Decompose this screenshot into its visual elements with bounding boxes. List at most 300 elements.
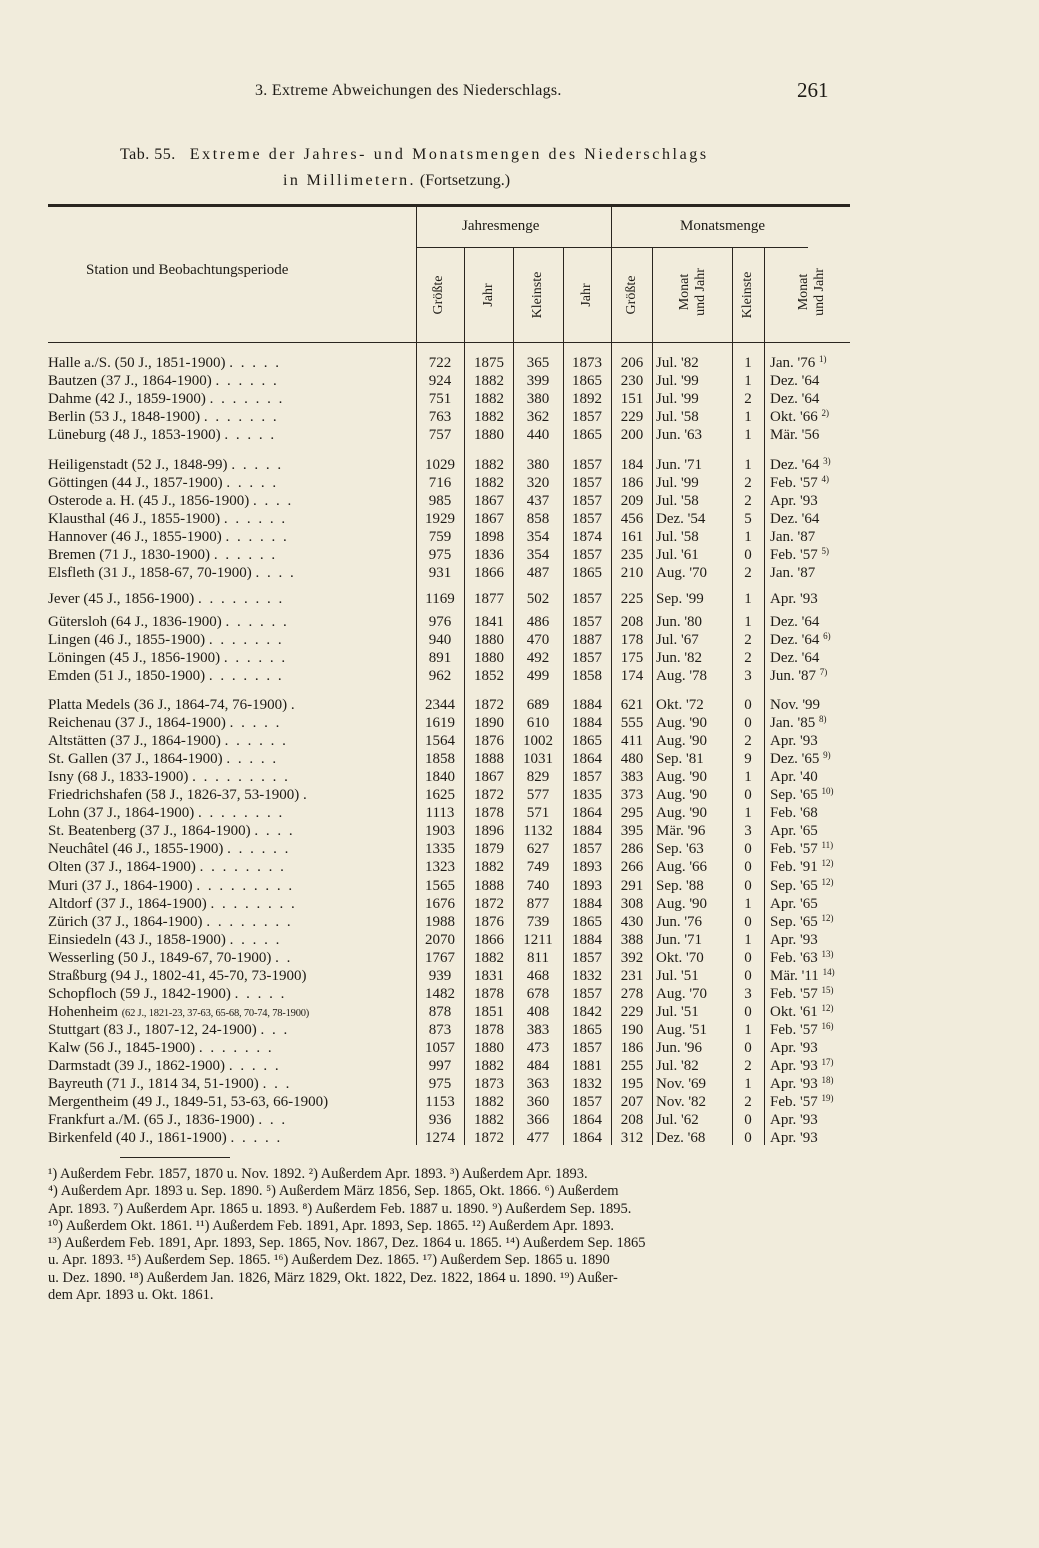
table-row <box>0 967 1039 985</box>
month-max-date: Aug. '90 <box>656 769 708 786</box>
month-min-date-cell <box>770 546 850 564</box>
year-min-value: 877 <box>526 895 550 912</box>
year-max-value: 1903 <box>425 823 455 840</box>
year-max-year: 1898 <box>474 529 504 546</box>
table-row <box>0 1111 1039 1129</box>
year-min-value: 354 <box>526 547 550 564</box>
station-cell <box>48 895 414 913</box>
month-min-date-cell <box>770 967 850 985</box>
table-top-rule <box>48 204 850 207</box>
year-max-value: 924 <box>428 373 452 390</box>
station-cell <box>48 1093 414 1111</box>
year-max-value: 1929 <box>425 511 455 528</box>
station-cell <box>48 1003 414 1023</box>
month-min-value: 1 <box>744 1021 752 1038</box>
year-min-value: 380 <box>526 391 550 408</box>
month-min-date: Okt. '66 <box>770 409 818 426</box>
table-row <box>0 877 1039 895</box>
footnote-line: Apr. 1893. ⁷) Außerdem Apr. 1865 u. 1893. ⁸) Außerdem Feb. 1887 u. 1890. ⁹) Außerdem Sep. 1895. <box>48 1200 632 1217</box>
year-min-year: 1857 <box>572 409 602 426</box>
month-max-value: 291 <box>620 877 644 894</box>
table-row <box>0 822 1039 840</box>
year-max-value: 1323 <box>425 859 455 876</box>
station-cell <box>48 408 414 426</box>
month-min-value: 3 <box>744 985 752 1002</box>
year-min-value: 492 <box>526 650 550 667</box>
footnote-ref: 17) <box>821 1057 834 1067</box>
year-min-value: 363 <box>526 1076 550 1093</box>
month-max-date: Jun. '96 <box>656 1039 703 1056</box>
leader-dots: . . . . . . . <box>208 632 284 649</box>
year-max-year: 1882 <box>474 373 504 390</box>
station-name: Löningen (45 J., 1856-1900) <box>48 650 221 667</box>
leader-dots: . . . . . <box>226 751 279 768</box>
year-max-year: 1831 <box>474 967 504 984</box>
year-max-value: 976 <box>428 614 452 630</box>
month-min-date-cell <box>770 372 850 390</box>
month-min-date-cell <box>770 390 850 408</box>
table-row <box>0 732 1039 750</box>
leader-dots: . . . <box>262 1076 292 1093</box>
month-max-value: 175 <box>620 650 644 667</box>
leader-dots: . . . . . . <box>223 511 288 528</box>
year-max-year: 1880 <box>474 632 504 649</box>
year-max-value: 757 <box>428 427 452 444</box>
month-max-date: Mär. '96 <box>656 823 706 840</box>
month-min-date: Jan. '76 <box>770 355 816 371</box>
month-min-date-cell <box>770 1129 850 1147</box>
header-year-min: Kleinste <box>530 271 545 319</box>
month-min-value: 0 <box>744 697 752 713</box>
running-head <box>0 78 1039 112</box>
year-min-year: 1857 <box>572 591 602 607</box>
month-min-date: Apr. '93 <box>770 493 818 510</box>
year-min-year: 1893 <box>572 877 602 894</box>
month-min-value: 2 <box>744 391 752 408</box>
station-cell <box>48 667 414 685</box>
month-min-date-cell <box>770 840 850 858</box>
leader-dots: . . . . . . <box>215 373 279 390</box>
year-max-value: 931 <box>428 565 452 582</box>
month-min-value: 2 <box>744 632 752 649</box>
leader-dots: . . <box>275 949 293 966</box>
month-max-value: 383 <box>620 769 644 786</box>
month-max-date: Aug. '78 <box>656 668 708 685</box>
year-max-value: 763 <box>428 409 452 426</box>
year-max-year: 1896 <box>474 823 504 840</box>
footnote-ref: 10) <box>821 786 834 797</box>
year-max-year: 1876 <box>474 913 504 930</box>
year-max-year: 1851 <box>474 1003 504 1020</box>
year-min-value: 354 <box>526 529 550 546</box>
month-min-date: Apr. '40 <box>770 769 818 786</box>
year-max-value: 891 <box>428 650 452 667</box>
month-min-date: Dez. '64 <box>770 511 820 528</box>
leader-dots: . <box>290 697 297 713</box>
month-max-date: Nov. '82 <box>656 1094 707 1111</box>
month-max-date: Sep. '63 <box>656 841 704 858</box>
station-name: Zürich (37 J., 1864-1900) <box>48 913 203 930</box>
year-max-year: 1877 <box>474 591 504 607</box>
year-min-value: 437 <box>526 493 550 510</box>
month-max-date: Jul. '62 <box>656 1112 699 1129</box>
month-min-date-cell <box>770 1057 850 1075</box>
station-cell <box>48 1039 414 1057</box>
month-max-value: 456 <box>620 511 644 528</box>
month-max-value: 229 <box>620 409 644 426</box>
station-cell <box>48 714 414 732</box>
month-max-value: 411 <box>621 733 643 750</box>
month-min-date: Feb. '57 <box>770 1021 818 1038</box>
month-min-value: 0 <box>744 1112 752 1129</box>
month-max-value: 184 <box>620 457 644 473</box>
year-min-year: 1864 <box>572 751 602 768</box>
year-min-year: 1832 <box>572 1076 602 1093</box>
station-cell <box>48 1021 414 1039</box>
month-max-date: Dez. '68 <box>656 1130 706 1147</box>
year-min-value: 484 <box>526 1058 550 1074</box>
table-row <box>0 949 1039 967</box>
year-max-year: 1878 <box>474 985 504 1002</box>
leader-dots: . . . . . . <box>225 529 289 546</box>
station-name: Bautzen (37 J., 1864-1900) <box>48 373 212 390</box>
month-max-value: 312 <box>620 1130 644 1147</box>
station-cell <box>48 786 414 804</box>
month-min-date-cell <box>770 895 850 913</box>
station-name: Straßburg (94 J., 1802-41, 45-70, 73-1900) <box>48 967 307 984</box>
month-max-value: 392 <box>620 949 644 966</box>
year-min-year: 1865 <box>572 913 602 930</box>
year-max-value: 1169 <box>425 591 455 607</box>
table-row <box>0 408 1039 426</box>
caption-title: Extreme der Jahres- und Monatsmengen des Niederschlags <box>189 146 709 163</box>
month-max-date: Jun. '63 <box>656 427 703 444</box>
month-min-value: 1 <box>744 355 752 371</box>
footnote-ref: 7) <box>819 667 828 678</box>
month-min-date-cell <box>770 732 850 750</box>
station-name: Elsfleth (31 J., 1858-67, 70-1900) <box>48 565 252 582</box>
leader-dots: . . . . . . . <box>209 391 285 408</box>
year-max-year: 1882 <box>474 391 504 408</box>
month-max-value: 195 <box>620 1076 644 1093</box>
year-max-year: 1872 <box>474 787 504 804</box>
year-min-value: 468 <box>526 967 550 984</box>
year-max-value: 1858 <box>425 751 455 768</box>
year-min-value: 829 <box>526 769 550 786</box>
table-row <box>0 895 1039 913</box>
year-min-value: 470 <box>526 632 550 649</box>
year-min-value: 689 <box>526 697 550 713</box>
station-name: St. Beatenberg (37 J., 1864-1900) <box>48 823 251 840</box>
month-min-date: Apr. '65 <box>770 895 818 912</box>
year-max-value: 716 <box>428 475 452 492</box>
month-min-date: Dez. '64 <box>770 650 820 667</box>
month-min-value: 0 <box>744 877 752 894</box>
year-max-year: 1882 <box>474 457 504 473</box>
month-min-value: 0 <box>744 859 752 876</box>
station-cell <box>48 750 414 768</box>
table-row <box>0 1039 1039 1057</box>
year-max-year: 1836 <box>474 547 504 564</box>
table-row <box>0 1021 1039 1039</box>
station-cell <box>48 354 414 372</box>
leader-dots: . . . . . <box>226 475 279 492</box>
year-min-year: 1857 <box>572 511 602 528</box>
month-max-value: 200 <box>620 427 644 444</box>
year-min-year: 1857 <box>572 1094 602 1111</box>
station-name: Gütersloh (64 J., 1836-1900) <box>48 614 222 630</box>
year-min-value: 740 <box>526 877 550 894</box>
footnote-ref: 8) <box>818 714 827 725</box>
month-max-date: Jul. '99 <box>656 475 699 492</box>
month-min-value: 0 <box>744 1003 752 1020</box>
header-year-max: Größte <box>431 275 446 315</box>
year-max-value: 759 <box>428 529 452 546</box>
station-name: Reichenau (37 J., 1864-1900) <box>48 715 226 732</box>
station-name: Lingen (46 J., 1855-1900) <box>48 632 206 649</box>
caption-label: Tab. 55. <box>120 146 176 163</box>
month-min-date-cell <box>770 913 850 931</box>
month-min-date: Feb. '63 <box>770 949 818 966</box>
leader-dots: . . . . . . . <box>203 409 279 426</box>
month-max-date: Jun. '71 <box>656 457 703 473</box>
header-station: Station und Beobachtungsperiode <box>86 262 289 278</box>
month-min-date-cell <box>770 750 850 768</box>
year-max-year: 1888 <box>474 751 504 768</box>
header-year-min-year: Jahr <box>579 283 594 307</box>
month-min-value: 2 <box>744 565 752 582</box>
month-min-date-cell <box>770 949 850 967</box>
month-max-value: 278 <box>620 985 644 1002</box>
year-min-value: 1002 <box>523 733 553 750</box>
month-min-date: Feb. '57 <box>770 547 818 564</box>
table-header-bottom-rule <box>48 342 850 343</box>
year-max-year: 1882 <box>474 949 504 966</box>
station-period-small: (62 J., 1821-23, 37-63, 65-68, 70-74, 78-1900) <box>121 1007 310 1019</box>
year-max-year: 1882 <box>474 1112 504 1129</box>
month-min-date: Feb. '68 <box>770 805 818 822</box>
year-min-year: 1884 <box>572 931 602 948</box>
station-name: Lohn (37 J., 1864-1900) <box>48 805 195 822</box>
year-max-value: 1113 <box>425 805 455 822</box>
month-min-value: 2 <box>744 493 752 510</box>
leader-dots: . . . . . <box>229 355 281 371</box>
station-cell <box>48 372 414 390</box>
station-cell <box>48 1057 414 1075</box>
month-max-date: Jun. '82 <box>656 650 703 667</box>
month-min-date-cell <box>770 408 850 426</box>
station-cell <box>48 985 414 1003</box>
year-min-value: 1132 <box>523 823 553 840</box>
month-min-value: 3 <box>744 668 752 685</box>
year-min-year: 1865 <box>572 427 602 444</box>
month-max-date: Jul. '67 <box>656 632 699 649</box>
station-name: Darmstadt (39 J., 1862-1900) <box>48 1058 226 1074</box>
station-cell <box>48 631 414 649</box>
footnote-ref: 12) <box>821 858 834 869</box>
year-min-year: 1887 <box>572 632 602 649</box>
year-min-year: 1858 <box>572 668 602 685</box>
station-name: Birkenfeld (40 J., 1861-1900) <box>48 1130 227 1147</box>
year-min-year: 1857 <box>572 493 602 510</box>
month-min-date-cell <box>770 714 850 732</box>
month-min-value: 1 <box>744 614 752 630</box>
table-row <box>0 768 1039 786</box>
station-name: Friedrichshafen (58 J., 1826-37, 53-1900) <box>48 787 300 804</box>
month-max-value: 255 <box>620 1058 644 1074</box>
station-name: Altstätten (37 J., 1864-1900) <box>48 733 221 750</box>
station-cell <box>48 877 414 895</box>
month-min-value: 1 <box>744 769 752 786</box>
station-cell <box>48 510 414 528</box>
footnote-line: ¹³) Außerdem Feb. 1891, Apr. 1893, Sep. 1865, Nov. 1867, Dez. 1864 u. 1865. ¹⁴) Außerdem Sep. 1865 <box>48 1235 646 1252</box>
month-min-date-cell <box>770 768 850 786</box>
year-min-value: 440 <box>526 427 550 444</box>
month-min-date-cell <box>770 822 850 840</box>
year-max-value: 975 <box>428 1076 452 1093</box>
month-min-date-cell <box>770 474 850 492</box>
month-min-date: Feb. '57 <box>770 475 818 492</box>
station-name: Platta Medels (36 J., 1864-74, 76-1900) <box>48 697 288 713</box>
month-min-value: 1 <box>744 1076 752 1093</box>
table-row <box>0 750 1039 768</box>
month-max-date: Jun. '71 <box>656 931 703 948</box>
month-min-value: 0 <box>744 841 752 858</box>
station-cell <box>48 528 414 546</box>
month-min-date: Feb. '57 <box>770 985 818 1002</box>
month-max-value: 208 <box>620 1112 644 1129</box>
leader-dots: . . . . . <box>228 1058 281 1074</box>
header-month-min: Kleinste <box>740 271 755 319</box>
year-min-year: 1864 <box>572 1112 602 1129</box>
station-name: Muri (37 J., 1864-1900) <box>48 877 193 894</box>
year-max-year: 1876 <box>474 733 504 750</box>
month-min-date-cell <box>770 1021 850 1039</box>
year-max-year: 1882 <box>474 859 504 876</box>
leader-dots: . . . <box>260 1021 290 1038</box>
month-min-date-cell <box>770 354 850 372</box>
year-max-value: 1029 <box>425 457 455 473</box>
year-max-value: 751 <box>428 391 452 408</box>
footnote-ref: 4) <box>821 474 829 485</box>
year-max-value: 2070 <box>425 931 455 948</box>
caption-continuation: (Fortsetzung.) <box>419 172 511 189</box>
month-max-date: Aug. '90 <box>656 805 708 822</box>
table-row <box>0 456 1039 474</box>
footnote-ref: 6) <box>823 631 831 642</box>
year-min-value: 365 <box>526 355 550 371</box>
month-min-value: 1 <box>744 427 752 444</box>
running-title: 3. Extreme Abweichungen des Niederschlags. <box>255 82 562 99</box>
year-min-year: 1857 <box>572 475 602 492</box>
month-min-date: Sep. '65 <box>770 877 818 894</box>
year-min-value: 383 <box>526 1021 550 1038</box>
leader-dots: . . . . . <box>234 985 287 1002</box>
month-min-value: 1 <box>744 457 752 473</box>
leader-dots: . . . <box>258 1112 288 1129</box>
header-month-max-date-1: Monat <box>677 273 692 311</box>
footnote-ref: 12) <box>821 1002 834 1013</box>
month-max-date: Jul. '82 <box>656 1058 699 1074</box>
year-min-value: 1211 <box>523 931 553 948</box>
leader-dots: . . . . . <box>224 427 277 444</box>
year-min-year: 1835 <box>572 787 602 804</box>
month-max-value: 286 <box>620 841 644 858</box>
year-max-year: 1875 <box>474 355 504 371</box>
month-max-date: Jul. '51 <box>656 1003 699 1020</box>
year-min-year: 1865 <box>572 565 602 582</box>
footnote-ref: 5) <box>821 546 829 557</box>
month-min-value: 1 <box>744 373 752 390</box>
year-min-year: 1857 <box>572 949 602 966</box>
month-min-date-cell <box>770 667 850 685</box>
footnote-rule <box>120 1157 230 1158</box>
leader-dots: . . . . . . <box>223 650 288 667</box>
station-cell <box>48 613 414 631</box>
table-row <box>0 804 1039 822</box>
month-min-date: Dez. '64 <box>770 457 820 473</box>
station-cell <box>48 456 414 474</box>
footnote-ref: 2) <box>821 408 829 419</box>
station-name: Mergentheim (49 J., 1849-51, 53-63, 66-1900) <box>48 1094 329 1111</box>
month-min-value: 2 <box>744 475 752 492</box>
month-max-date: Jul. '99 <box>656 373 699 390</box>
year-max-value: 1619 <box>425 715 455 732</box>
station-cell <box>48 967 414 985</box>
leader-dots: . . . . . . . . <box>206 913 293 930</box>
month-min-value: 2 <box>744 733 752 750</box>
table-row <box>0 474 1039 492</box>
year-max-value: 1335 <box>425 841 455 858</box>
month-max-value: 229 <box>620 1003 644 1020</box>
year-max-year: 1880 <box>474 1039 504 1056</box>
year-min-year: 1865 <box>572 1021 602 1038</box>
year-min-value: 399 <box>526 373 550 390</box>
month-max-value: 208 <box>620 614 644 630</box>
station-name: Kalw (56 J., 1845-1900) <box>48 1039 196 1056</box>
month-min-date: Okt. '61 <box>770 1003 818 1020</box>
leader-dots: . . . . . . . . <box>197 591 285 607</box>
station-name: Berlin (53 J., 1848-1900) <box>48 409 201 426</box>
month-max-date: Jul. '61 <box>656 547 699 564</box>
year-max-value: 940 <box>428 632 452 649</box>
month-max-value: 388 <box>620 931 644 948</box>
month-min-value: 0 <box>744 949 752 966</box>
month-max-value: 210 <box>620 565 644 582</box>
leader-dots: . . . . <box>255 565 296 582</box>
year-max-value: 1676 <box>425 895 455 912</box>
year-max-value: 1767 <box>425 949 455 966</box>
page-number: 261 <box>797 78 829 102</box>
leader-dots: . . . . . . . . <box>210 895 297 912</box>
header-month-max-date-2: und Jahr <box>693 268 708 316</box>
year-min-year: 1857 <box>572 650 602 667</box>
year-max-value: 1153 <box>425 1094 455 1111</box>
month-max-value: 480 <box>620 751 644 768</box>
month-min-value: 0 <box>744 967 752 984</box>
table-row <box>0 649 1039 667</box>
year-min-year: 1864 <box>572 1130 602 1147</box>
station-name: Göttingen (44 J., 1857-1900) <box>48 475 223 492</box>
station-cell <box>48 913 414 931</box>
month-min-date: Mär. '11 <box>770 967 819 984</box>
header-month-min-date-2: und Jahr <box>812 268 827 316</box>
header-jahresmenge: Jahresmenge <box>462 218 540 234</box>
footnote-ref: 12) <box>821 912 834 923</box>
footnote-line: ⁴) Außerdem Apr. 1893 u. Sep. 1890. ⁵) Außerdem März 1856, Sep. 1865, Okt. 1866. ⁶) Außerdem <box>48 1183 619 1200</box>
year-min-value: 408 <box>526 1003 550 1020</box>
month-min-date-cell <box>770 1111 850 1129</box>
